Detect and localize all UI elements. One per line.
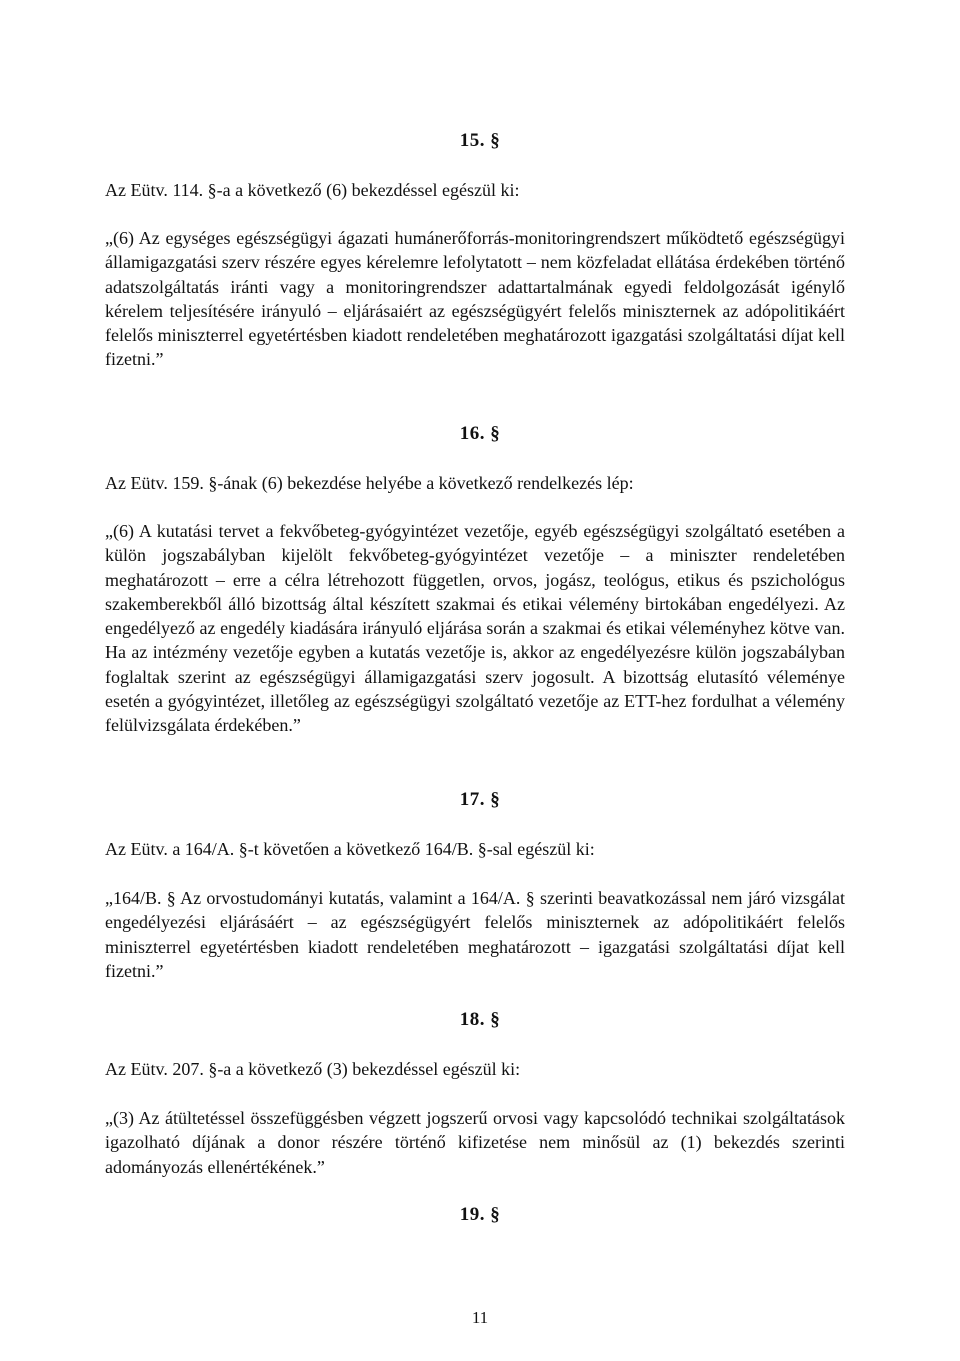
section-intro-16: Az Eütv. 159. §-ának (6) bekezdése helyébe a következő rendelkezés lép:	[105, 473, 634, 493]
section-heading-15: 15. §	[459, 130, 501, 151]
section-quote-15: „(6) Az egységes egészségügyi ágazati humánerőforrás-monitoringrendszert működtető egészségügyi államigazgatási szerv részére egyes kérelemre lefolytatott – nem közfeladat ellátása érdekében történő adatszolgáltatás iránti vagy a monitoringrendszer adattartalmának egyedi feldolgozását igénylő kérelem teljesítésére irányuló – eljárásaiért az egészségügyért felelős miniszternek az adópolitikáért felelős miniszterrel egyetértésben kiadott rendeletében meghatározott igazgatási szolgáltatási díjat kell fizetni.”	[105, 228, 845, 370]
section-heading-17: 17. §	[459, 789, 501, 810]
section-intro-15: Az Eütv. 114. §-a a következő (6) bekezdéssel egészül ki:	[105, 180, 520, 200]
section-intro-17: Az Eütv. a 164/A. §-t követően a következő 164/B. §-sal egészül ki:	[105, 839, 595, 859]
section-heading-19: 19. §	[459, 1204, 501, 1225]
section-intro-18: Az Eütv. 207. §-a a következő (3) bekezdéssel egészül ki:	[105, 1059, 521, 1079]
section-heading-16: 16. §	[459, 423, 501, 444]
section-quote-18: „(3) Az átültetéssel összefüggésben végzett jogszerű orvosi vagy kapcsolódó technikai szolgáltatások igazolható díjának a donor részére történő kifizetése nem minősül az (1) bekezdés szerinti adományozás ellenértékének.”	[105, 1108, 845, 1177]
section-heading-18: 18. §	[459, 1009, 501, 1030]
section-quote-17: „164/B. § Az orvostudományi kutatás, valamint a 164/A. § szerinti beavatkozással nem járó vizsgálat engedélyezési eljárásáért – az egészségügyért felelős miniszternek az adópolitikáért felelős miniszterrel egyetértésben kiadott rendeletében meghatározott – igazgatási szolgáltatási díjat kell fizetni.”	[105, 888, 845, 981]
section-quote-16: „(6) A kutatási tervet a fekvőbeteg-gyógyintézet vezetője, egyéb egészségügyi szolgáltató esetében a külön jogszabályban kijelölt fekvőbeteg-gyógyintézet vezetője – a miniszter rendeletében meghatározott – erre a célra létrehozott független, orvos, jogász, teológus, etikus és pszichológus szakemberekből álló bizottság által készített szakmai és etikai vélemény birtokában engedélyezi. Az engedélyező az engedély kiadására irányuló eljárása során a szakmai és etikai véleményhez kötve van. Ha az intézmény vezetője egyben a kutatás vezetője is, akkor az engedélyezésre külön jogszabályban foglaltak szerint az egészségügyi államigazgatási szerv jogosult. A bizottság elutasító véleménye esetén a gyógyintézet, illetőleg az egészségügyi szolgáltató vezetője az ETT-hez fordulhat a vélemény felülvizsgálata érdekében.”	[105, 521, 845, 736]
page-number: 11	[471, 1308, 489, 1327]
